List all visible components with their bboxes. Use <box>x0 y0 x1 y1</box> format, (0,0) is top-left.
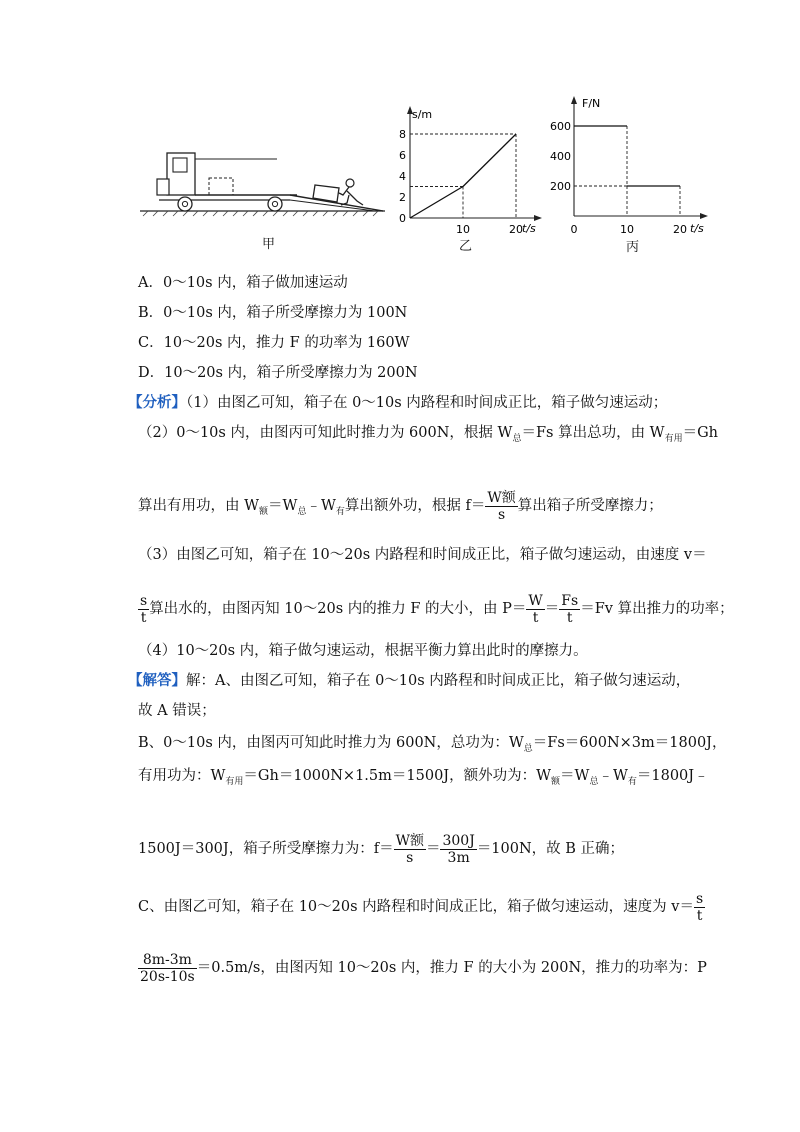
answer-line-3: B、0～10s 内，由图丙可知此时推力为 600N，总功为：$W_总=Fs=600N\times 3m=1800J$， <box>138 735 727 754</box>
chart-bing-x-tick-label: 20 <box>673 223 687 236</box>
analysis-line-3: 算出有用功，由 $W_额=W_总﹣W_有$算出额外功，根据 f＝ $\frac{\text{W额}}{s}$ 算出箱子所受摩擦力； <box>138 489 663 523</box>
chart-bing-x-tick-label: 10 <box>620 223 634 236</box>
analysis-line-4: （3）由图乙可知，箱子在 10～20s 内路程和时间成正比，箱子做匀速运动，由速度 v＝ <box>138 547 707 563</box>
analysis-line-1: 【分析】（1）由图乙可知，箱子在 0～10s 内路程和时间成正比，箱子做匀速运动； <box>128 394 668 411</box>
chart-yi-s-t-graph <box>392 100 552 238</box>
fraction-w-extra-over-s-2: $\frac{\text{W额}}{s}$ <box>395 832 424 866</box>
chart-yi-series-segment <box>463 134 516 187</box>
chart-yi-y-tick-label: 4 <box>399 170 406 183</box>
answer-line-6: C、由图乙可知，箱子在 10～20s 内路程和时间成正比，箱子做匀速运动，速度为 v＝ $\frac{s}{t}$ <box>138 890 704 924</box>
option-a: A．0～10s 内，箱子做加速运动 <box>138 275 348 291</box>
chart-yi-x-label: t/s <box>522 222 536 235</box>
fraction-s-over-t-2: $\frac{s}{t}$ <box>695 890 704 924</box>
chart-bing-x-tick-label: 0 <box>570 223 578 236</box>
analysis-line-5: $\frac{s}{t}$ 算出水的，由图丙知 10～20s 内的推力 F 的大小，由 P＝ $\frac{W}{t}$ ＝ $\frac{Fs}{t}$ ＝Fv 算出推力的功率； <box>140 592 734 626</box>
answer-tag: 【解答】 <box>128 672 186 689</box>
chart-yi-y-tick-label: 8 <box>399 128 406 141</box>
analysis-line-6: （4）10～20s 内，箱子做匀速运动，根据平衡力算出此时的摩擦力。 <box>138 643 588 659</box>
analysis-tag: 【分析】 <box>128 394 186 411</box>
chart-bing-x-label: t/s <box>690 222 704 235</box>
chart-yi-y-tick-label: 6 <box>399 149 406 162</box>
chart-yi-y-tick-label: 0 <box>399 212 406 225</box>
option-b: B．0～10s 内，箱子所受摩擦力为 100N <box>138 305 408 321</box>
option-d: D．10～20s 内，箱子所受摩擦力为 200N <box>138 365 418 381</box>
chart-bing-y-tick-label: 400 <box>550 150 571 163</box>
chart-yi-y-tick-label: 2 <box>399 191 406 204</box>
figure-bing-caption: 丙 <box>626 240 640 255</box>
fraction-w-extra-over-s: $\frac{\text{W额}}{s}$ <box>487 489 516 523</box>
figure-yi-caption: 乙 <box>459 239 473 254</box>
fraction-s-over-t: $\frac{s}{t}$ <box>140 592 148 626</box>
chart-yi-x-tick-label: 20 <box>509 223 523 236</box>
answer-line-7: $\frac{8m-3m}{20s-10s}$ ＝0.5m/s，由图丙知 10～20s 内，推力 F 的大小为 200N，推力的功率为：P <box>140 951 707 985</box>
answer-line-1: 【解答】解：A、由图乙可知，箱子在 0～10s 内路程和时间成正比，箱子做匀速运动， <box>128 672 691 689</box>
answer-line-4: 有用功为：$W_{有用}=Gh=1000N\times 1.5m=1500J$，额外功为：$W_额=W_总﹣W_有=1800J﹣$ <box>138 768 709 787</box>
chart-bing-y-label: F/N <box>582 97 601 110</box>
chart-bing-y-arrow <box>571 96 577 104</box>
chart-yi-series-segment <box>410 187 463 219</box>
chart-bing-x-arrow <box>700 213 708 219</box>
option-c: C．10～20s 内，推力 F 的功率为 160W <box>138 335 410 351</box>
figure-jia-caption: 甲 <box>262 237 276 252</box>
fraction-fs-over-t: $\frac{Fs}{t}$ <box>561 592 579 626</box>
fraction-velocity: $\frac{8m-3m}{20s-10s}$ <box>140 951 195 985</box>
chart-bing-y-tick-label: 600 <box>550 120 571 133</box>
chart-yi-x-tick-label: 10 <box>456 223 470 236</box>
answer-line-2: 故 A 错误； <box>138 703 216 719</box>
chart-bing-f-t-graph <box>542 96 717 238</box>
analysis-line-2: （2）0～10s 内，由图丙可知此时推力为 600N，根据 $W_总=Fs$ 算出总功，由 $W_{有用}=Gh$ <box>138 425 719 444</box>
chart-yi-y-label: s/m <box>412 108 433 121</box>
figure-jia-truck <box>135 145 395 225</box>
answer-line-5: 1500J＝300J，箱子所受摩擦力为：f＝ $\frac{\text{W额}}{s}$ ＝ $\frac{300J}{3m}$ ＝100N，故 B 正确； <box>138 832 625 866</box>
fraction-w-over-t: $\frac{W}{t}$ <box>528 592 543 626</box>
chart-bing-y-tick-label: 200 <box>550 180 571 193</box>
chart-yi-x-arrow <box>534 215 542 221</box>
fraction-300j-over-3m: $\frac{300J}{3m}$ <box>442 832 475 866</box>
